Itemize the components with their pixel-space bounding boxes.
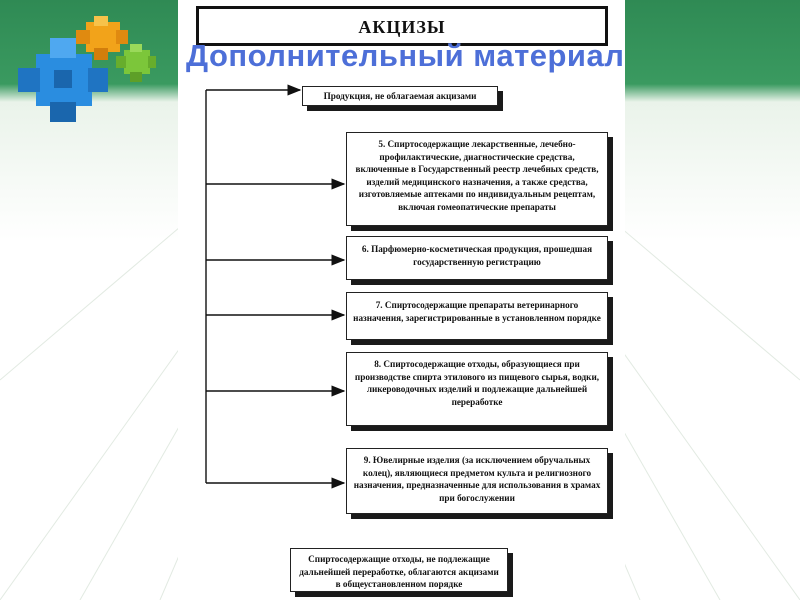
exempt-item-text: 7. Спиртосодержащие препараты ветеринарного назначения, зарегистрированные в установленном порядке [353,300,601,323]
category-header-text: Продукция, не облагаемая акцизами [323,91,477,101]
cubes-logo-icon [8,8,178,138]
diagram-title: АКЦИЗЫ [358,17,446,37]
exempt-item-8 [346,352,608,426]
exempt-item-text: 5. Спиртосодержащие лекарственные, лечебно-профилактические, диагностические средства, включенные в Государственный реестр лечебных средств, изделий медицинского назначения, а также средства, изготовляемые аптеками по индивидуальным рецептам, включая гомеопатические препараты [355,139,599,212]
exempt-item-text: 6. Парфюмерно-косметическая продукция, прошедшая государственную регистрацию [361,244,593,267]
category-header-box [302,86,498,106]
exempt-item-text: 8. Спиртосодержащие отходы, образующиеся при производстве спирта этилового из пищевого сырья, водки, ликероводочных изделий и подлежащие дальнейшей переработке [354,359,600,407]
exempt-item-6 [346,236,608,280]
slide-overlay-title: Дополнительный материал [186,38,625,73]
exempt-item-5 [346,132,608,226]
footer-note-text: Спиртосодержащие отходы, не подлежащие дальнейшей переработке, облагаются акцизами в общеустановленном порядке [299,554,499,589]
exempt-item-7 [346,292,608,340]
exempt-item-text: 9. Ювелирные изделия (за исключением обручальных колец), являющиеся предметом культа и религиозного назначения, предназначенные для использования в храмах при богослужении [353,455,601,503]
exempt-item-9 [346,448,608,514]
footer-note-box [290,548,508,592]
